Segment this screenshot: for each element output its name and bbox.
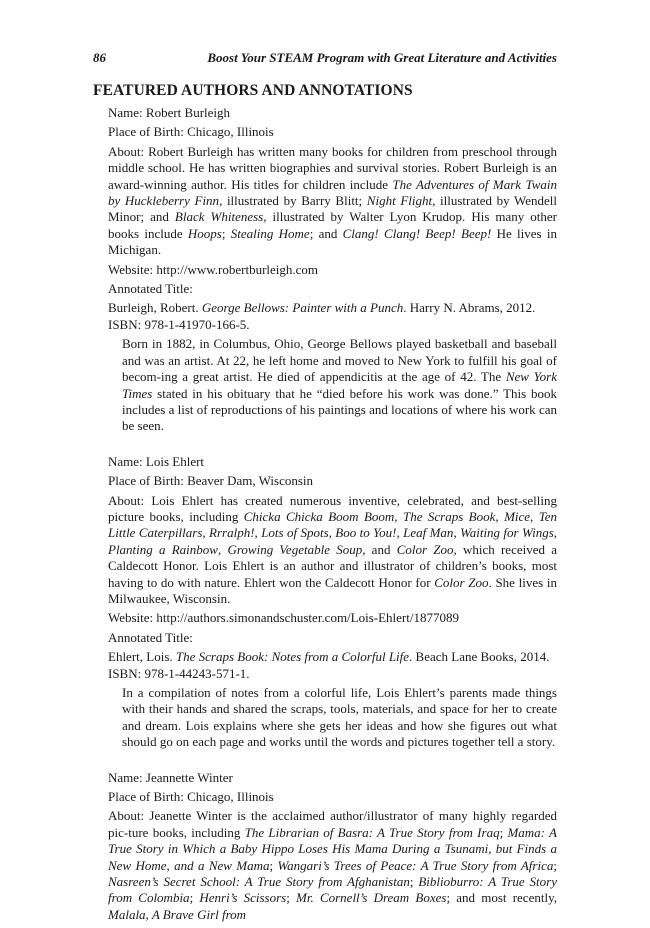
author-birthplace: Place of Birth: Chicago, Illinois [108,124,274,140]
author-name: Name: Jeannette Winter [108,769,233,785]
annotated-title-label: Annotated Title: [108,629,193,645]
author-website: Website: http://authors.simonandschuster.com/Lois-Ehlert/1877089 [108,610,459,626]
running-title: Boost Your STEAM Program with Great Literature and Activities [207,50,557,65]
book-citation: Burleigh, Robert. George Bellows: Painter with a Punch. Harry N. Abrams, 2012. ISBN: 978-1-41970-166-5. [108,300,536,332]
author-entry-burleigh [108,105,557,435]
author-entry-ehlert [108,454,557,751]
author-birthplace: Place of Birth: Chicago, Illinois [108,789,274,805]
book-annotation: In a compilation of notes from a colorful life, Lois Ehlert’s parents made things with their hands and shared the scraps, tools, materials, and space for her to create and dream. Lois explains where she gets her ideas and how she figures out what should go on each page and works until the words and pictures together tell a story. [122,685,557,750]
author-name: Name: Robert Burleigh [108,105,231,120]
section-title: FEATURED AUTHORS AND ANNOTATIONS [93,82,413,99]
author-about: About: Robert Burleigh has written many books for children from preschool through middle school. He has written biographies and survival stories. Robert Burleigh is an award-winning author. His titles for children include The Adventures of Mark Twain by Huckleberry Finn, illustrated by Barry Blitt; Night Flight, illustrated by Wendell Minor; and Black Whiteness, illustrated by Walter Lyon Krudop. His many other books include Hoops; Stealing Home; and Clang! Clang! Beep! Beep! He lives in Michigan. [108,143,558,258]
annotated-title-label: Annotated Title: [108,281,193,297]
book-annotation: Born in 1882, in Columbus, Ohio, George Bellows played basketball and baseball and was an artist. At 22, he left home and moved to New York to fulfill his goal of becom-ing a great artist. He died of appendicitis at the age of 42. The New York Times stated in his obituary that he “died before his work was done.” This book includes a list of reproductions of his paintings and locations of where his work can be seen. [122,336,557,434]
running-header [93,49,557,67]
book-citation: Ehlert, Lois. The Scraps Book: Notes from a Colorful Life. Beach Lane Books, 2014. ISBN: 978-1-44243-571-1. [108,649,550,681]
author-about: About: Lois Ehlert has created numerous inventive, celebrated, and best-selling picture books, including Chicka Chicka Boom Boom, The Scraps Book, Mice, Ten Little Caterpillars, Rrralph!, Lots of Spots, Boo to You!, Leaf Man, Waiting for Wings, Planting a Rainbow, Growing Vegetable Soup, and Color Zoo, which received a Caldecott Honor. Lois Ehlert is an author and illustrator of children’s books, most having to do with nature. Ehlert won the Caldecott Honor for Color Zoo. She lives in Milwaukee, Wisconsin. [108,492,558,606]
author-name: Name: Lois Ehlert [108,453,205,469]
entry-spacer [93,754,557,770]
author-entry-winter [108,770,557,924]
author-birthplace: Place of Birth: Beaver Dam, Wisconsin [108,473,314,489]
page-number: 86 [93,50,106,65]
author-website: Website: http://www.robertburleigh.com [108,261,319,277]
author-about: About: Jeanette Winter is the acclaimed author/illustrator of many highly regarded pic-ture books, including The Librarian of Basra: A True Story from Iraq; Mama: A True Story in Which a Baby Hippo Loses His Mama During a Tsunami, but Finds a New Home, and a New Mama; Wangari’s Trees of Peace: A True Story from Africa; Nasreen’s Secret School: A True Story from Afghanistan; Biblioburro: A True Story from Colombia; Henri’s Scissors; Mr. Cornell’s Dream Boxes; and most recently, Malala, A Brave Girl from [108,808,557,922]
entry-spacer [93,438,557,454]
